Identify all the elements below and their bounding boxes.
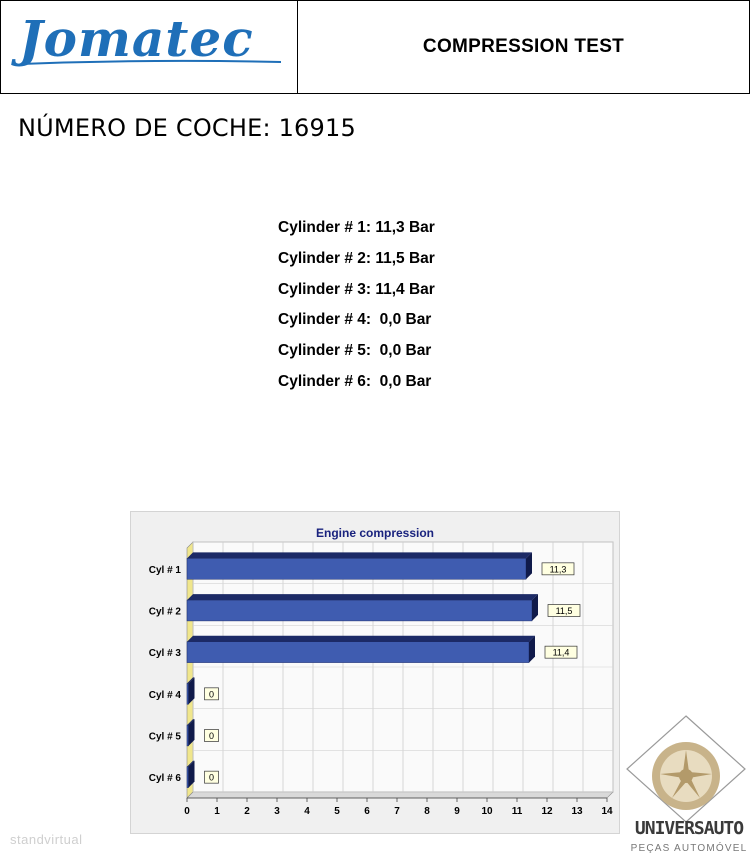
bar-top-1 [187, 552, 532, 558]
x-tick-label: 11 [511, 806, 523, 817]
x-tick-label: 14 [601, 806, 613, 817]
report-title: COMPRESSION TEST [422, 36, 625, 57]
category-label-4: Cyl # 4 [148, 689, 181, 701]
logo-swoosh [21, 59, 281, 65]
x-tick-label: 5 [334, 806, 340, 817]
x-tick-label: 0 [184, 806, 190, 817]
cylinder-reading-2: Cylinder # 2: 11,5 Bar [278, 249, 435, 267]
bar-5 [187, 725, 189, 746]
x-tick-label: 6 [364, 806, 370, 817]
cylinder-reading-5: Cylinder # 5: 0,0 Bar [278, 342, 432, 360]
data-label-4: 0 [208, 689, 215, 700]
x-tick-label: 3 [274, 806, 280, 817]
chart-title: Engine compression [315, 526, 435, 540]
category-label-3: Cyl # 3 [148, 648, 181, 660]
data-label-1: 11,3 [549, 564, 567, 575]
x-tick-label: 2 [244, 806, 250, 817]
category-label-1: Cyl # 1 [148, 564, 181, 576]
bar-1 [187, 558, 526, 579]
category-label-5: Cyl # 5 [148, 731, 181, 743]
bar-4 [187, 683, 189, 704]
bar-top-2 [187, 594, 538, 600]
cylinder-reading-1: Cylinder # 1: 11,3 Bar [278, 219, 435, 236]
watermark-text: standvirtual [10, 832, 83, 847]
x-tick-label: 10 [481, 806, 493, 817]
x-tick-label: 12 [541, 806, 553, 817]
chart-plot [131, 512, 621, 835]
x-tick-label: 13 [571, 806, 583, 817]
data-label-3: 11,4 [552, 647, 570, 658]
company-logo: Jomatec [19, 9, 254, 68]
logo-cell [1, 1, 298, 93]
bar-top-3 [187, 636, 535, 642]
cylinder-reading-4: Cylinder # 4: 0,0 Bar [278, 311, 432, 329]
x-tick-label: 7 [394, 806, 400, 817]
data-label-6: 0 [208, 772, 215, 783]
wheel-logo-icon [625, 714, 747, 864]
title-cell [298, 1, 749, 93]
data-label-5: 0 [208, 731, 215, 741]
bar-3 [187, 642, 529, 663]
compression-chart [130, 511, 620, 834]
bar-6 [187, 767, 189, 788]
x-tick-label: 4 [304, 806, 310, 817]
category-label-2: Cyl # 2 [148, 606, 181, 618]
car-number: NÚMERO DE COCHE: 16915 [18, 114, 356, 142]
category-label-6: Cyl # 6 [148, 773, 181, 785]
brand-subtitle: PEÇAS AUTOMÓVEL [630, 843, 748, 854]
report-header [0, 0, 750, 94]
bar-2 [187, 600, 532, 621]
cylinder-reading-3: Cylinder # 3: 11,4 Bar [278, 280, 435, 298]
x-tick-label: 1 [214, 806, 220, 817]
brand-name: UNIVERSAUTO [634, 818, 744, 839]
data-label-2: 11,5 [555, 606, 573, 616]
x-tick-label: 8 [424, 806, 430, 817]
cylinder-readings [278, 217, 435, 402]
plot-floor [187, 792, 613, 798]
plot-left-wall [187, 542, 193, 798]
x-tick-label: 9 [454, 806, 460, 817]
cylinder-reading-6: Cylinder # 6: 0,0 Bar [278, 372, 432, 390]
